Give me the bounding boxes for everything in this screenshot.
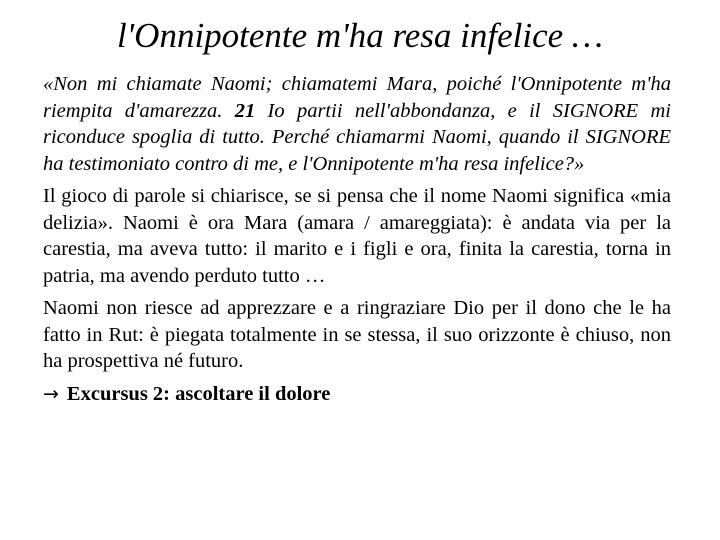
slide-title: l'Onnipotente m'ha resa infelice … bbox=[116, 16, 604, 55]
scripture-quote bbox=[43, 71, 671, 177]
verse-number: 21 bbox=[234, 99, 256, 122]
commentary-paragraph-ruth: Naomi non riesce ad apprezzare e a ringraziare Dio per il dono che le ha fatto in Rut: è piegata totalmente in se stessa, il suo orizzonte è chiuso, non ha prospettiva né futuro. bbox=[43, 297, 671, 372]
quote-text-part-1: «Non mi chiamate Naomi; chiamatemi Mara, poiché l'Onnipotente m'ha riempita d'amarezza. bbox=[43, 73, 671, 122]
arrow-right-icon: → bbox=[43, 382, 59, 405]
quote-text-part-2: Io partii nell'abbondanza, e il SIGNORE mi riconduce spoglia di tutto. Perché chiamarmi Naomi, quando il SIGNORE ha testimoniato contro di me, e l'Onnipotente m'ha resa infelice?» bbox=[43, 99, 672, 175]
excursus-label: Excursus 2: ascoltare il dolore bbox=[66, 382, 331, 405]
slide-body bbox=[43, 71, 671, 407]
excursus-link[interactable] bbox=[43, 381, 671, 408]
commentary-paragraph-wordplay: Il gioco di parole si chiarisce, se si pensa che il nome Naomi significa «mia delizia». Naomi è ora Mara (amara / amareggiata): è andata via per la carestia, ma aveva tutto: il marito e i figli e ora, finita la carestia, torna in patria, ma avendo perduto tutto … bbox=[43, 185, 671, 287]
